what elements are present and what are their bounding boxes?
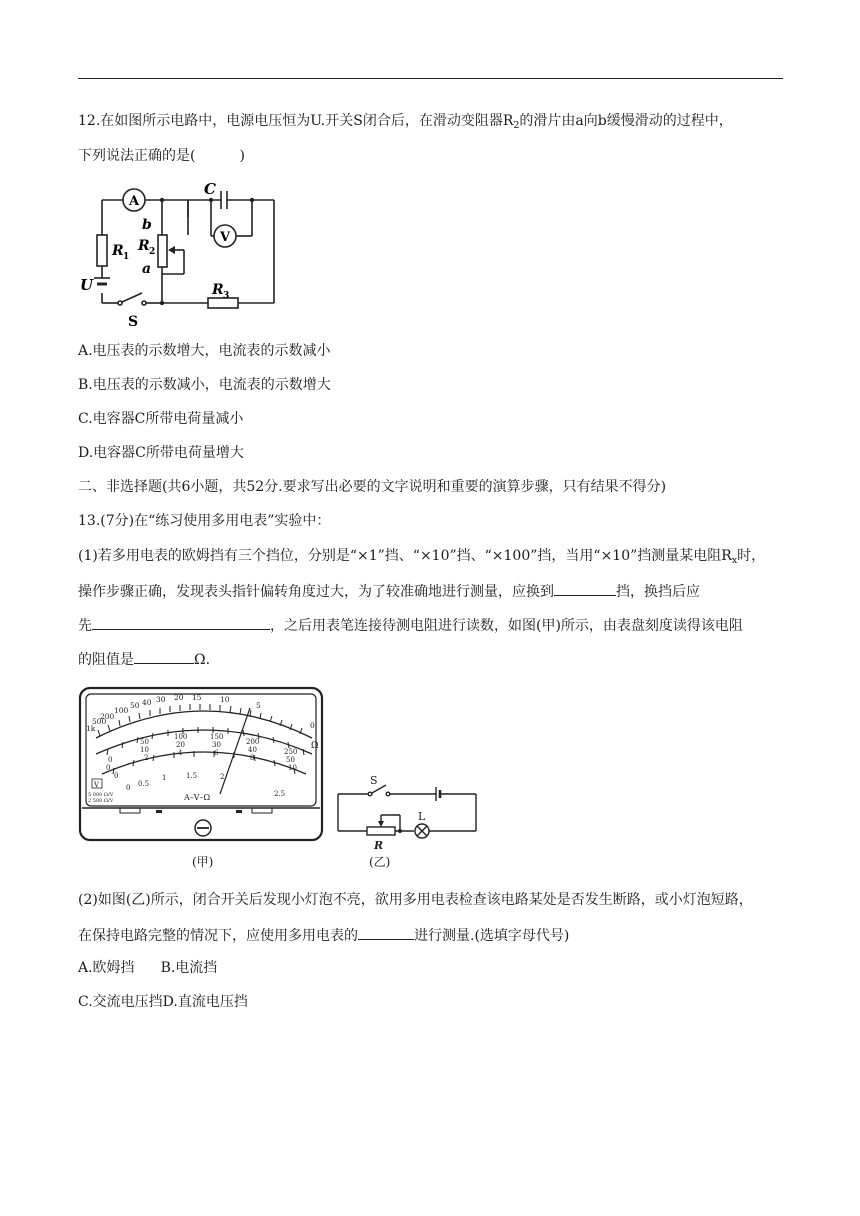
- q13-p1-line4-a: 的阻值是: [78, 652, 134, 668]
- ohm-tick-500: 500: [92, 717, 107, 726]
- q12-circuit-diagram: [76, 180, 286, 330]
- dc-a-200: 200: [246, 738, 260, 746]
- q13-p1-line3: [78, 614, 783, 636]
- q13-p1-sub: x: [731, 555, 738, 566]
- ac-0: 0: [126, 784, 131, 792]
- q12-stem-line2-b: ): [239, 148, 245, 164]
- dc-b-30: 30: [212, 741, 221, 749]
- ohm-tick-10: 10: [220, 695, 230, 704]
- q13-p1-line4: [78, 648, 783, 670]
- dc-c-2: 2: [144, 754, 149, 762]
- spec-1: 5 000 Ω/V: [88, 792, 114, 798]
- q13-p2-option-d: D.直流电压挡: [162, 994, 248, 1010]
- answer-blank-meter-mode[interactable]: [358, 924, 414, 940]
- dc-a-250: 250: [284, 748, 298, 756]
- answer-blank-range[interactable]: [554, 580, 616, 596]
- q13-p2-option-a: A.欧姆挡: [78, 960, 135, 976]
- answer-blank-resistance[interactable]: [134, 648, 194, 664]
- q12-stem-line2: [78, 146, 783, 166]
- q13-p2-options-cd: [78, 992, 783, 1012]
- a-label: a: [142, 261, 152, 277]
- lamp-circuit-diagram: [334, 772, 480, 854]
- dc-c-6: 6: [214, 749, 219, 757]
- q13-p2-options-ab: [78, 958, 783, 978]
- dc-a-100: 100: [174, 733, 188, 741]
- switch-label: S: [128, 314, 139, 330]
- rheostat-r-label: R: [374, 839, 384, 852]
- dc-b-40: 40: [248, 746, 257, 754]
- q13-p2-line2: [78, 924, 783, 946]
- q13-p1-line2-b: 挡，换挡后应: [616, 584, 700, 600]
- dc-c-8: 8: [250, 754, 255, 762]
- q12-option-a: A.电压表的示数增大，电流表的示数减小: [78, 343, 331, 359]
- q12-option-d: D.电容器C所带电荷量增大: [78, 445, 244, 461]
- dc-b-10: 10: [140, 746, 149, 754]
- ohm-tick-1k: 1k: [86, 724, 96, 733]
- figure-jia-label: (甲): [192, 855, 214, 869]
- q13-p1-line2: [78, 580, 783, 602]
- u-label: U: [80, 276, 94, 294]
- ohm-tick-0: 0: [310, 721, 315, 730]
- ammeter-label: A: [128, 194, 140, 209]
- b-label: b: [142, 217, 152, 233]
- ohm-tick-15: 15: [192, 693, 202, 702]
- multimeter-dial: [78, 686, 324, 842]
- ac-1-5: 1.5: [186, 772, 198, 780]
- ac-0-5: 0.5: [138, 780, 150, 788]
- capacitor-label: C: [204, 180, 216, 198]
- q12-stem-line2-a: 下列说法正确的是(: [78, 148, 196, 164]
- figure-yi-label: (乙): [369, 855, 391, 869]
- ohm-tick-100: 100: [114, 706, 129, 715]
- ac-2-5: 2.5: [274, 790, 286, 798]
- q12-option-c: C.电容器C所带电荷量减小: [78, 411, 244, 427]
- q13-p2-line2-b: 进行测量.(选填字母代号): [414, 928, 570, 944]
- dc-a-150: 150: [210, 733, 224, 741]
- dc-c-10: 10: [288, 764, 297, 772]
- ohm-unit-label: Ω: [311, 741, 319, 751]
- ohm-tick-50: 50: [130, 701, 140, 710]
- r2-label: R: [138, 238, 150, 254]
- q13-p1-line1-b: 时，: [737, 548, 766, 564]
- q12-stem-sub: 2: [513, 120, 520, 131]
- dc-b-20: 20: [176, 741, 185, 749]
- q13-p1-line3-b: ，之后用表笔连接待测电阻进行读数，如图(甲)所示，由表盘刻度读得该电阻: [270, 618, 743, 634]
- r1-sub: 1: [123, 252, 130, 262]
- q13-p2-line2-a: 在保持电路完整的情况下，应使用多用电表的: [78, 928, 358, 944]
- answer-blank-step[interactable]: [92, 614, 270, 630]
- ohm-tick-30: 30: [156, 695, 166, 704]
- ohm-tick-40: 40: [142, 698, 152, 707]
- ac-1: 1: [162, 774, 167, 782]
- q12-stem-a: 12.在如图所示电路中，电源电压恒为U.开关S闭合后，在滑动变阻器R: [78, 113, 514, 129]
- dc-b-50: 50: [286, 756, 295, 764]
- r2-sub: 2: [149, 247, 156, 257]
- dc-c-4: 4: [178, 749, 183, 757]
- q12-option-b: B.电压表的示数减小，电流表的示数增大: [78, 377, 331, 393]
- mode-label: A–V–Ω: [184, 793, 211, 802]
- ohm-tick-200: 200: [100, 712, 115, 721]
- switch-s-label: S: [370, 774, 378, 787]
- dc-b-0: 0: [106, 764, 111, 772]
- section-2-heading: 二、非选择题(共6小题，共52分.要求写出必要的文字说明和重要的演算步骤，只有结果不得分): [78, 479, 667, 495]
- q12-stem-b: 的滑片由a向b缓慢滑动的过程中，: [519, 113, 733, 129]
- ac-2: 2: [220, 773, 225, 781]
- header-rule: [78, 78, 783, 79]
- lamp-l-label: L: [418, 810, 426, 823]
- q13-p2-option-c: C.交流电压挡: [78, 994, 163, 1010]
- dc-c-0: 0: [114, 772, 119, 780]
- ohm-tick-5: 5: [256, 701, 261, 710]
- v-box-label: V: [94, 781, 100, 789]
- q12-stem-line1: [78, 111, 783, 136]
- voltmeter-label: V: [219, 230, 231, 245]
- q13-p1-line1: [78, 546, 783, 571]
- q13-p1-line2-a: 操作步骤正确，发现表头指针偏转角度过大，为了较准确地进行测量，应换到: [78, 584, 554, 600]
- q13-p1-line4-b: Ω.: [194, 652, 211, 668]
- dc-a-0: 0: [108, 756, 113, 764]
- q13-title: 13.(7分)在“练习使用多用电表”实验中：: [78, 513, 331, 529]
- q13-p2-option-b: B.电流挡: [160, 960, 218, 976]
- q13-p1-line3-a: 先: [78, 618, 92, 634]
- spec-2: 2 500 Ω/V: [88, 798, 114, 804]
- q13-p1-line1-a: (1)若多用电表的欧姆挡有三个挡位，分别是“×1”挡、“×10”挡、“×100”挡，当用“×10”挡测量某电阻R: [78, 548, 732, 564]
- r3-label: R: [212, 282, 224, 298]
- r1-label: R: [112, 243, 124, 259]
- r3-sub: 3: [223, 291, 230, 301]
- ohm-tick-20: 20: [174, 693, 184, 702]
- dc-a-50: 50: [140, 738, 149, 746]
- q13-p2-line1: (2)如图(乙)所示，闭合开关后发现小灯泡不亮，欲用多用电表检查该电路某处是否发生断路，或小灯泡短路，: [78, 892, 753, 908]
